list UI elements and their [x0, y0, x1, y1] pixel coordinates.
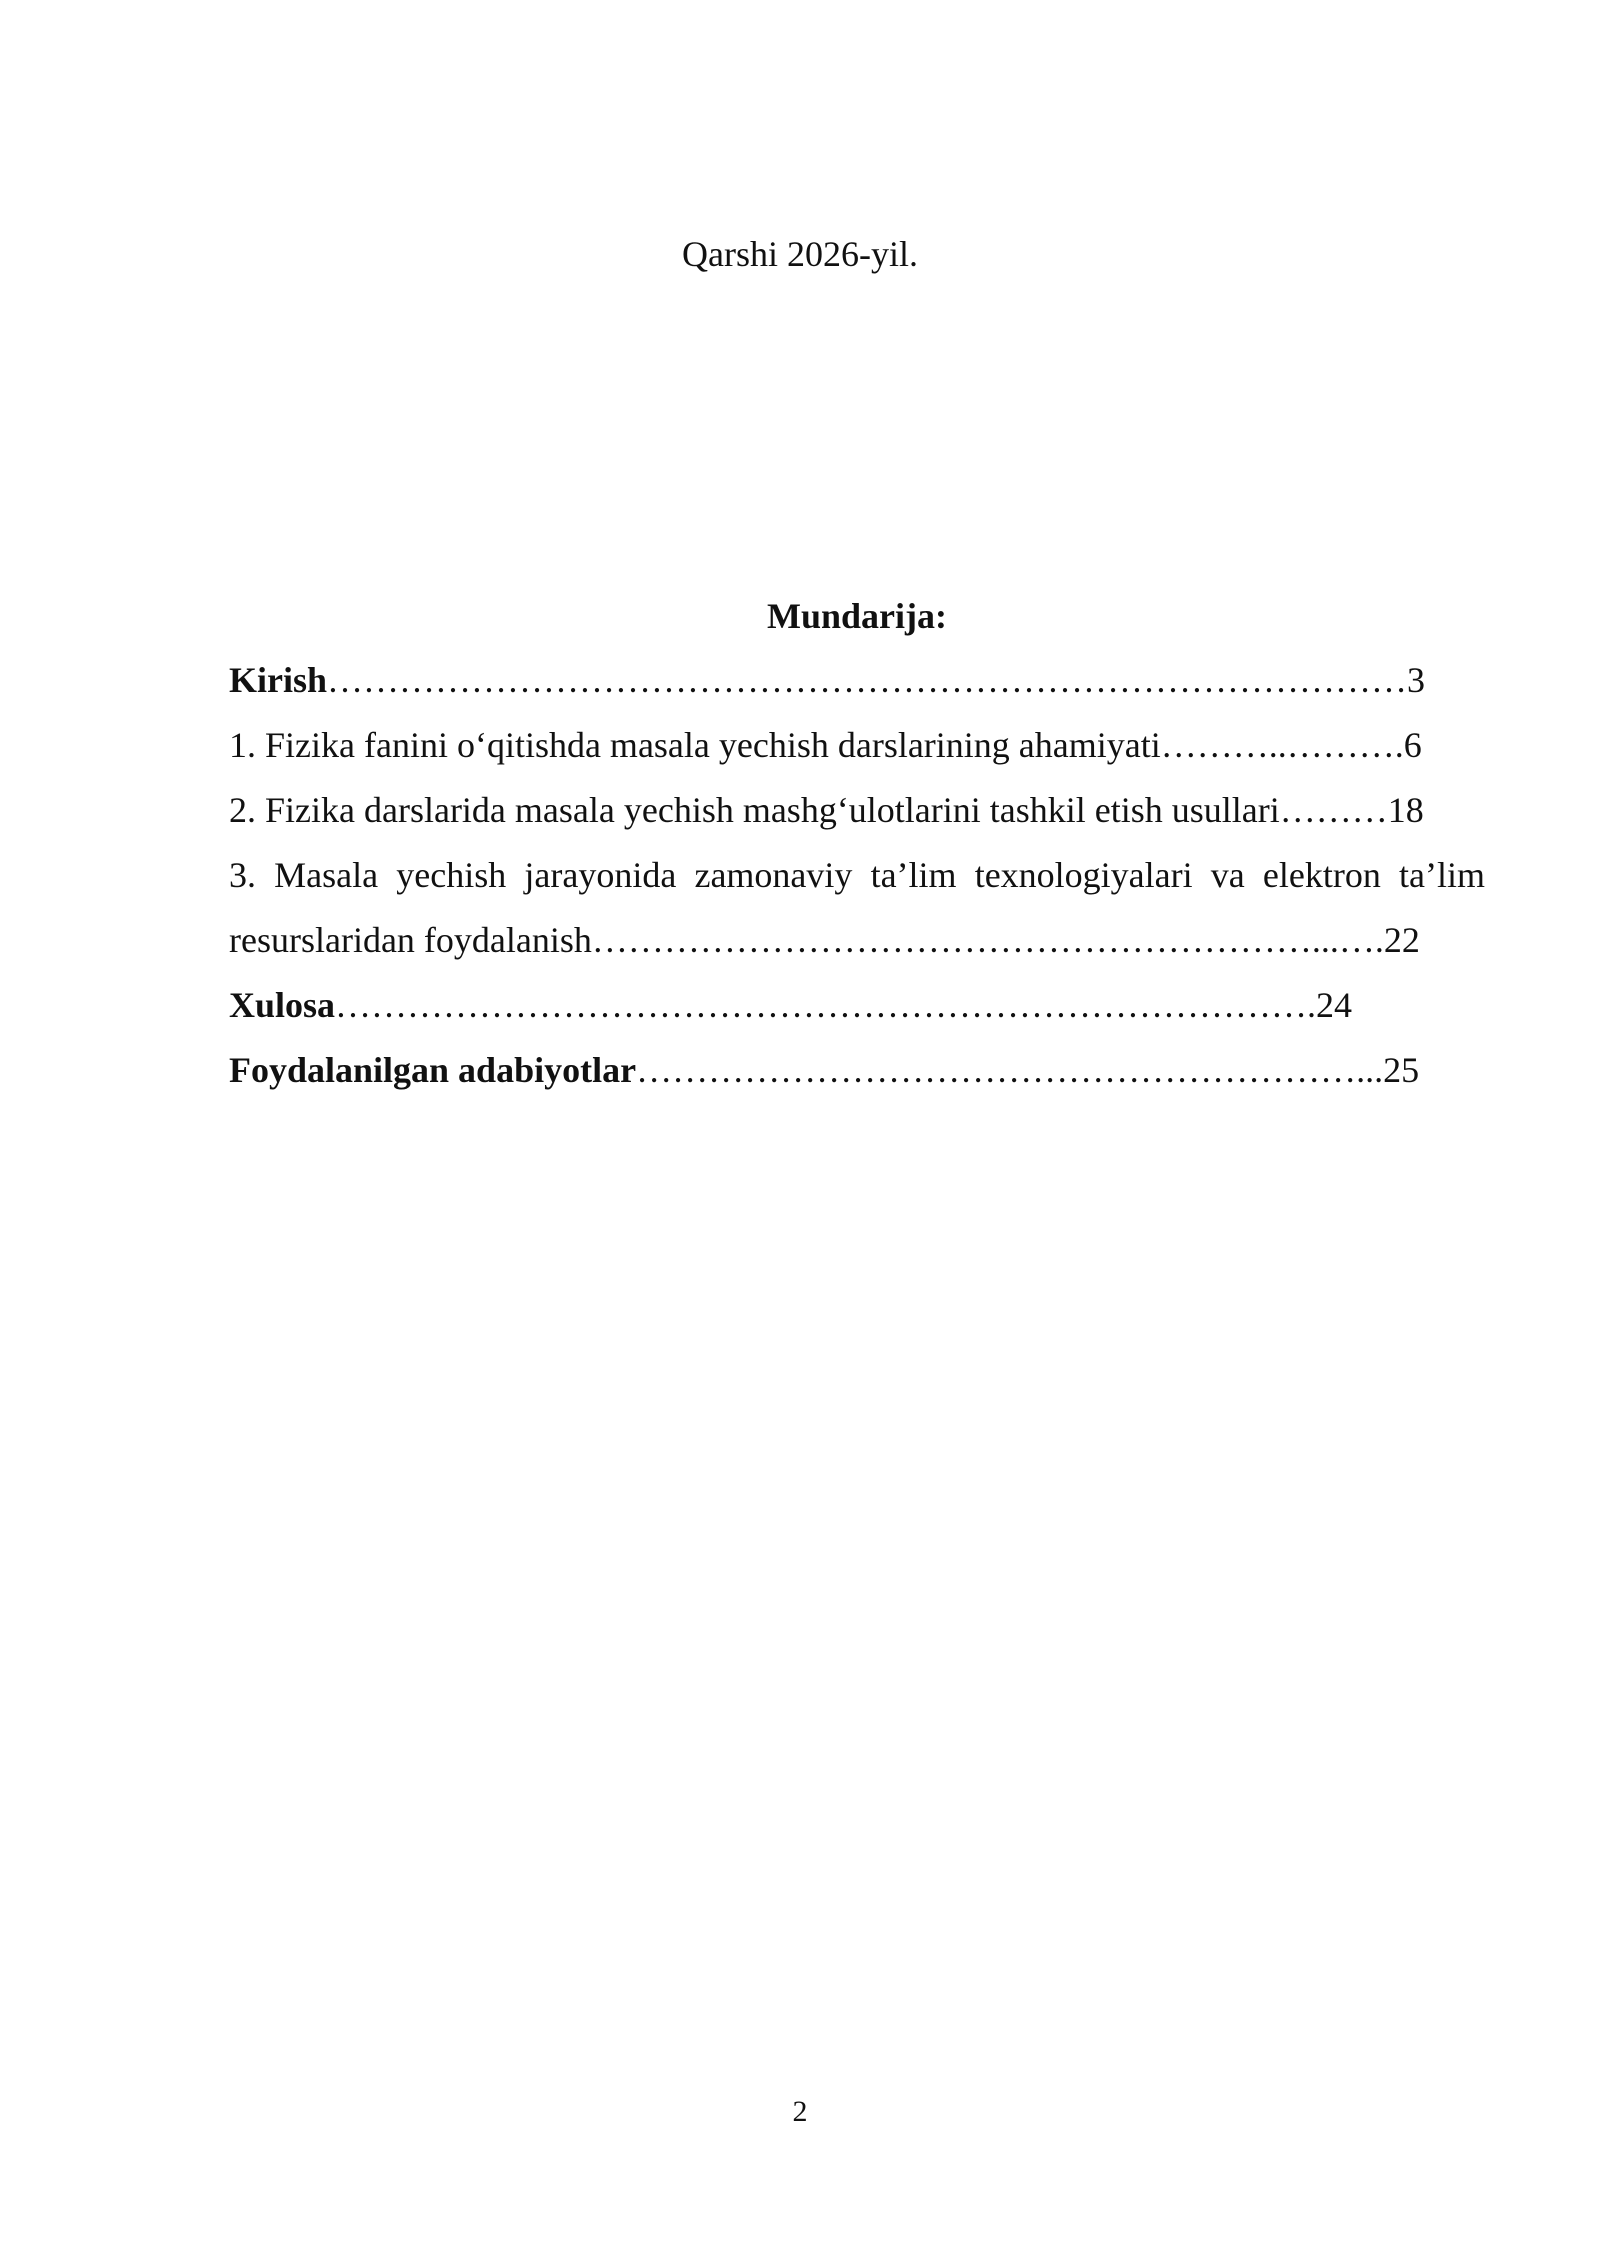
- toc-entry-leader: ………..……….: [1160, 725, 1404, 765]
- city-year-line: Qarshi 2026-yil.: [682, 234, 918, 274]
- table-of-contents: [229, 584, 1485, 1103]
- toc-entry-kirish: [229, 648, 1485, 713]
- toc-entry-label: Kirish: [229, 660, 328, 700]
- toc-entry-leader: ……………………………………………………...: [636, 1050, 1384, 1090]
- toc-entry-leader: ………: [1279, 790, 1388, 830]
- toc-title: Mundarija:: [767, 596, 947, 636]
- toc-entry-chapter-2: [229, 778, 1485, 843]
- toc-entry-label: Xulosa: [229, 985, 336, 1025]
- toc-entry-chapter-1: [229, 713, 1485, 778]
- toc-entry-references: [229, 1038, 1485, 1103]
- toc-entry-chapter-3-line-1: [229, 843, 1485, 908]
- toc-entry-label: 3. Masala yechish jarayonida zamonaviy ta’lim texnologiyalari va elektron ta’lim: [229, 855, 1485, 895]
- toc-entry-page: 6: [1403, 725, 1422, 765]
- toc-entry-page: 22: [1383, 920, 1420, 960]
- toc-entry-label: 1. Fizika fanini o‘qitishda masala yechish darslarining ahamiyati: [229, 725, 1161, 765]
- toc-entry-label: Foydalanilgan adabiyotlar: [229, 1050, 637, 1090]
- page-number: 2: [792, 2095, 808, 2128]
- toc-entry-leader: ……………………………………………………...….: [591, 920, 1384, 960]
- toc-entry-chapter-3-line-2: [229, 908, 1485, 973]
- toc-entry-leader: ……………………………………………………………………….: [335, 985, 1317, 1025]
- toc-entry-label-continued: resurslaridan foydalanish: [229, 920, 592, 960]
- toc-entry-leader: ………………………………………………………………………………: [327, 660, 1408, 700]
- toc-entry-page: 18: [1387, 790, 1424, 830]
- toc-entry-label: 2. Fizika darslarida masala yechish mashg‘ulotlarini tashkil etish usullari: [229, 790, 1280, 830]
- toc-entry-page: 24: [1316, 985, 1353, 1025]
- toc-entry-page: 3: [1407, 660, 1426, 700]
- toc-entry-page: 25: [1383, 1050, 1420, 1090]
- toc-entry-xulosa: [229, 973, 1485, 1038]
